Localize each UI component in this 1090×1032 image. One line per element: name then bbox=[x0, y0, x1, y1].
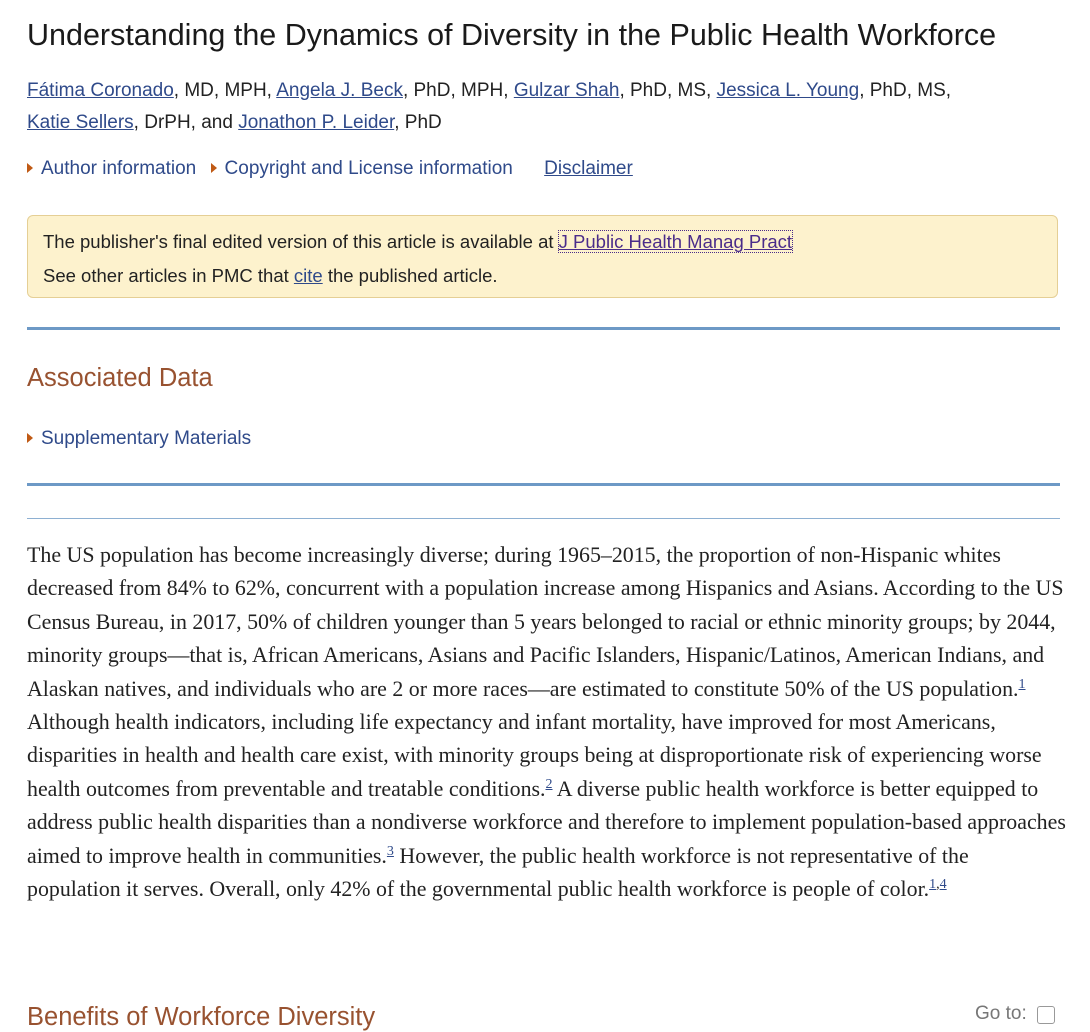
author-information-label: Author information bbox=[41, 158, 197, 179]
author-credentials: , DrPH, and bbox=[133, 112, 239, 133]
journal-link[interactable]: J Public Health Manag Pract bbox=[558, 231, 793, 252]
author-link-coronado[interactable]: Fátima Coronado bbox=[27, 80, 174, 101]
section-divider bbox=[27, 518, 1060, 519]
author-credentials: , PhD, MS, bbox=[859, 80, 952, 101]
author-link-shah[interactable]: Gulzar Shah bbox=[513, 80, 620, 101]
author-link-beck[interactable]: Angela J. Beck bbox=[276, 80, 403, 101]
supplementary-label: Supplementary Materials bbox=[41, 428, 252, 449]
section-divider bbox=[27, 327, 1060, 330]
author-link-young[interactable]: Jessica L. Young bbox=[716, 80, 860, 101]
author-list bbox=[27, 75, 1067, 139]
notice-text: the published article. bbox=[322, 265, 498, 286]
notice-text: See other articles in PMC that bbox=[43, 265, 294, 286]
reference-citation bbox=[387, 844, 394, 859]
copyright-label: Copyright and License information bbox=[224, 158, 513, 179]
paragraph-text: Although health indicators, including life expectancy and infant mortality, have improved for most Americans, disparities in health and health care exist, with minority groups being at disproportionate risk of experiencing worse health outcomes from preventable and treatable conditions. bbox=[27, 709, 1042, 801]
reference-citation bbox=[546, 777, 553, 792]
associated-data-heading: Associated Data bbox=[27, 364, 213, 392]
reference-link[interactable]: 1 bbox=[929, 877, 937, 893]
reference-link[interactable]: 4 bbox=[939, 877, 947, 893]
author-link-sellers[interactable]: Katie Sellers bbox=[27, 112, 134, 133]
disclaimer-link[interactable]: Disclaimer bbox=[544, 158, 633, 179]
article-title: Understanding the Dynamics of Diversity in the Public Health Workforce bbox=[27, 18, 997, 52]
go-to-icon[interactable] bbox=[1037, 1006, 1055, 1024]
intro-paragraph bbox=[27, 538, 1067, 905]
notice-line-2 bbox=[43, 259, 1042, 293]
reference-citation bbox=[929, 877, 947, 892]
author-information-toggle[interactable] bbox=[27, 155, 196, 183]
section-divider bbox=[27, 483, 1060, 486]
author-link-leider[interactable]: Jonathon P. Leider bbox=[238, 112, 395, 133]
supplementary-toggle[interactable] bbox=[27, 425, 251, 453]
go-to-link[interactable]: Go to: bbox=[975, 1003, 1027, 1024]
supplementary-materials-toggle[interactable] bbox=[27, 425, 260, 453]
publisher-notice bbox=[27, 215, 1058, 298]
reference-link[interactable]: 3 bbox=[386, 843, 394, 859]
reference-link[interactable]: 2 bbox=[545, 776, 553, 792]
next-section-heading: Benefits of Workforce Diversity bbox=[27, 1003, 376, 1031]
paragraph-text: The US population has become increasingly diverse; during 1965–2015, the proportion of non-Hispanic whites decreased from 84% to 62%, concurrent with a population increase among Hispanics and Asians. According to the US Census Bureau, in 2017, 50% of children younger than 5 years belonged to racial or ethnic minority groups; by 2044, minority groups—that is, African Americans, Asians and Pacific Islanders, Hispanic/Latinos, American Indians, and Alaskan natives, and individuals who are 2 or more races—are estimated to constitute 50% of the US population. bbox=[27, 542, 1064, 701]
copyright-toggle[interactable] bbox=[211, 155, 513, 183]
reference-citation bbox=[1019, 677, 1026, 692]
expand-triangle-icon bbox=[211, 163, 217, 173]
expand-triangle-icon bbox=[27, 433, 33, 443]
author-credentials: , PhD bbox=[394, 112, 442, 133]
notice-line-1 bbox=[43, 225, 1042, 259]
paragraph-text: A diverse public health workforce is better equipped to address public health disparities than a nondiverse workforce and therefore to implement population-based approaches aimed to improve health in communities. bbox=[27, 775, 1066, 868]
author-credentials: , MD, MPH, bbox=[173, 80, 277, 101]
reference-link[interactable]: 1 bbox=[1018, 676, 1026, 692]
author-credentials: , PhD, MS, bbox=[619, 80, 717, 101]
notice-text: The publisher's final edited version of this article is available at bbox=[43, 231, 559, 252]
article-info-bar bbox=[27, 155, 633, 183]
cite-link[interactable]: cite bbox=[293, 265, 323, 286]
reference-separator: , bbox=[936, 877, 940, 893]
author-credentials: , PhD, MPH, bbox=[402, 80, 514, 101]
expand-triangle-icon bbox=[27, 163, 33, 173]
paragraph-text: However, the public health workforce is not representative of the population it serves. Overall, only 42% of the governmental public health workforce is people of color. bbox=[27, 842, 969, 902]
